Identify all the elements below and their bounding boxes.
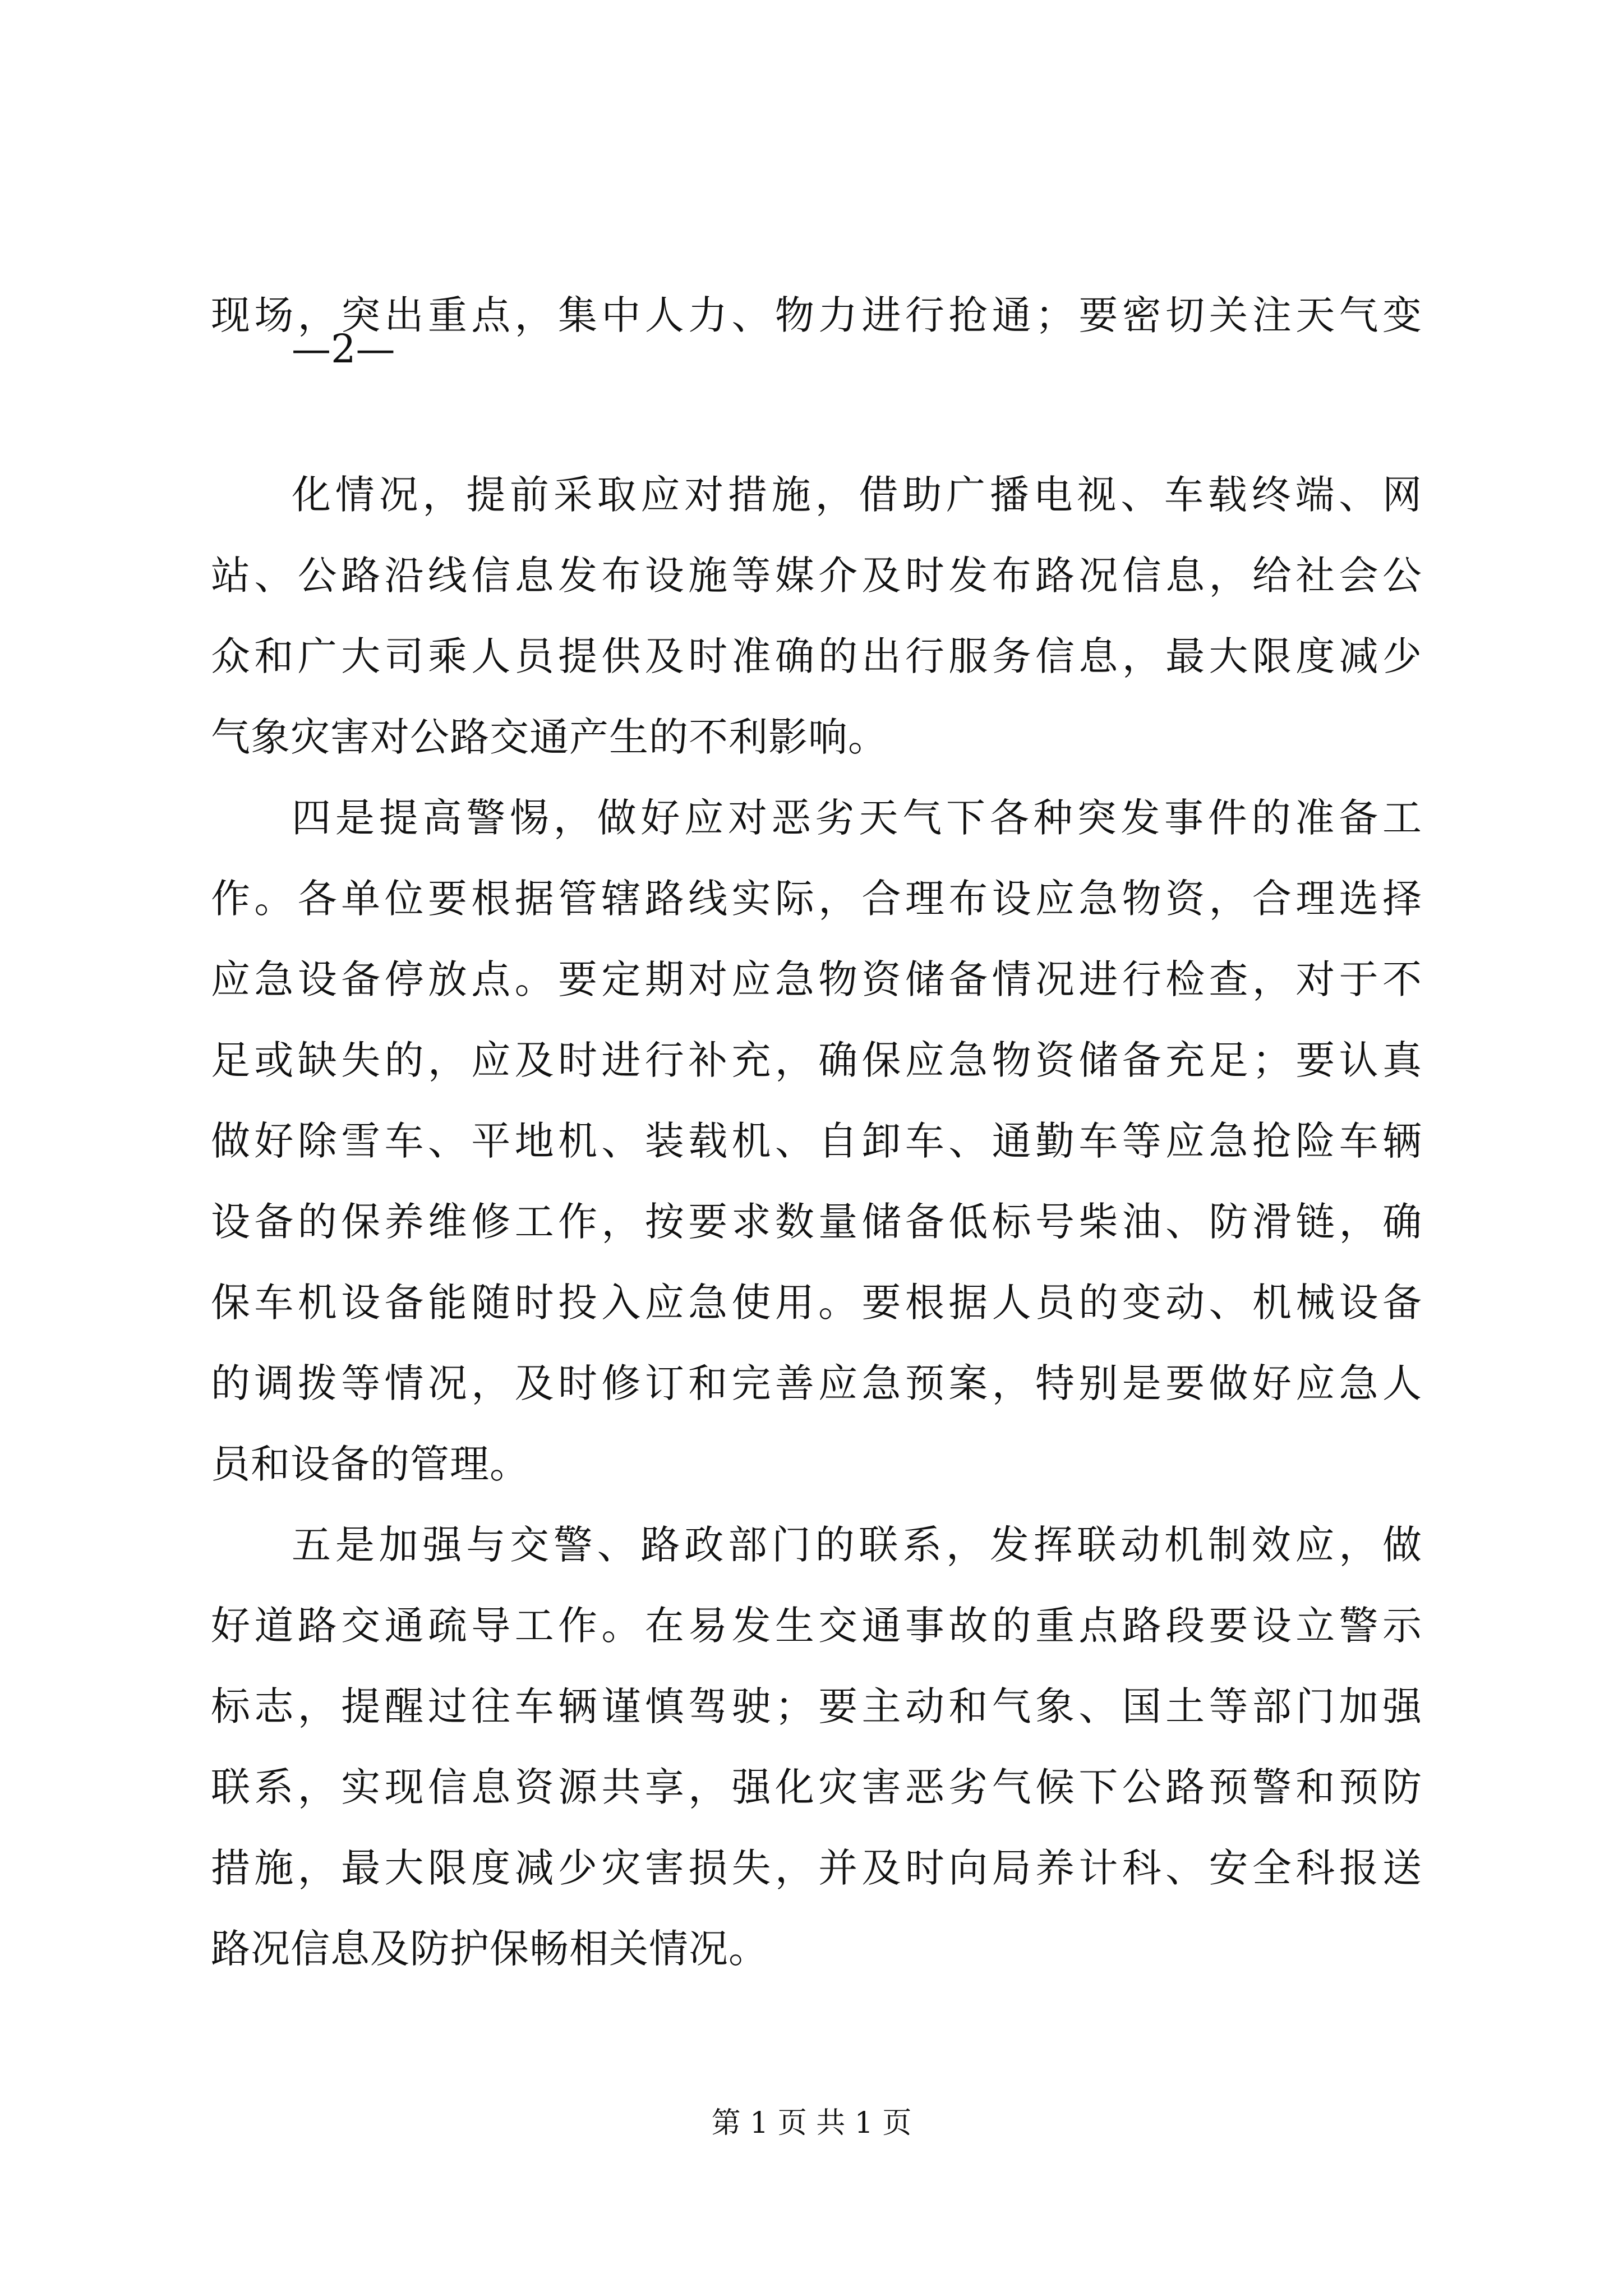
paragraph-2-line-1: 四是提高警惕，做好应对恶劣天气下各种突发事件的准备工 (292, 795, 1422, 841)
paragraph-2-line-2: 作。各单位要根据管辖路线实际，合理布设应急物资，合理选择 (211, 876, 1422, 922)
paragraph-2-line-3: 应急设备停放点。要定期对应急物资储备情况进行检查，对于不 (211, 956, 1422, 1002)
paragraph-2-line-8: 的调拨等情况，及时修订和完善应急预案，特别是要做好应急人 (211, 1360, 1422, 1406)
paragraph-3-line-1: 五是加强与交警、路政部门的联系，发挥联动机制效应，做 (292, 1522, 1422, 1568)
paragraph-3-line-6: 路况信息及防护保畅相关情况。 (211, 1926, 768, 1972)
paragraph-2-line-9: 员和设备的管理。 (211, 1441, 529, 1487)
page-footer: 第 1 页 共 1 页 (711, 2106, 912, 2140)
paragraph-2-line-4: 足或缺失的，应及时进行补充，确保应急物资储备充足；要认真 (211, 1037, 1422, 1083)
paragraph-2-line-6: 设备的保养维修工作，按要求数量储备低标号柴油、防滑链，确 (211, 1199, 1422, 1245)
paragraph-1-line-1: 化情况，提前采取应对措施，借助广播电视、车载终端、网 (292, 472, 1422, 518)
paragraph-3-line-2: 好道路交通疏导工作。在易发生交通事故的重点路段要设立警示 (211, 1603, 1422, 1649)
page-number-marker: —2— (292, 326, 395, 372)
paragraph-1-line-4: 气象灾害对公路交通产生的不利影响。 (211, 714, 888, 760)
paragraph-3-line-4: 联系，实现信息资源共享，强化灾害恶劣气候下公路预警和预防 (211, 1764, 1422, 1810)
paragraph-1-line-2: 站、公路沿线信息发布设施等媒介及时发布路况信息，给社会公 (211, 553, 1422, 599)
paragraph-3-line-3: 标志，提醒过往车辆谨慎驾驶；要主动和气象、国土等部门加强 (211, 1683, 1422, 1729)
paragraph-1-line-3: 众和广大司乘人员提供及时准确的出行服务信息，最大限度减少 (211, 633, 1422, 679)
paragraph-2-line-5: 做好除雪车、平地机、装载机、自卸车、通勤车等应急抢险车辆 (211, 1118, 1422, 1164)
paragraph-2-line-7: 保车机设备能随时投入应急使用。要根据人员的变动、机械设备 (211, 1280, 1422, 1326)
intro-text-line: 现场，突出重点，集中人力、物力进行抢通；要密切关注天气变 (211, 292, 1422, 338)
paragraph-3-line-5: 措施，最大限度减少灾害损失，并及时向局养计科、安全科报送 (211, 1845, 1422, 1891)
